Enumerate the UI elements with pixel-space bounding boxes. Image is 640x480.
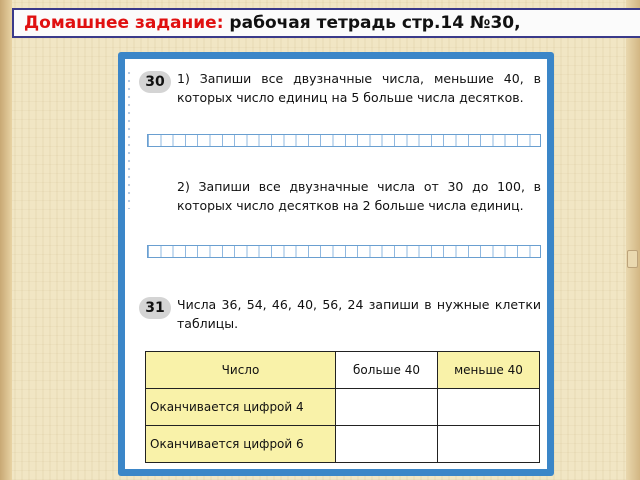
table-header-cell: меньше 40	[438, 352, 540, 389]
answer-grid-row-2[interactable]	[147, 245, 541, 258]
workbook-page-content	[125, 59, 547, 469]
header-text	[24, 13, 521, 33]
homework-header	[12, 8, 640, 38]
row-label: Оканчивается цифрой 4	[146, 389, 336, 426]
task-30-part-1: 1) Запиши все двузначные числа, меньшие 40, в которых число единиц на 5 больше числа десятков.	[177, 71, 541, 105]
homework-assignment: рабочая тетрадь стр.14 №30,	[223, 13, 521, 33]
answer-table	[145, 351, 540, 463]
table-row	[146, 426, 540, 463]
task-31-text: Числа 36, 54, 46, 40, 56, 24 запиши в нужные клетки таблицы.	[177, 297, 541, 331]
page-edge-icon	[627, 250, 638, 268]
answer-cell[interactable]	[438, 426, 540, 463]
workbook-page	[118, 52, 554, 476]
answer-cell[interactable]	[438, 389, 540, 426]
homework-label: Домашнее задание:	[24, 13, 224, 33]
task-30-part-2: 2) Запиши все двузначные числа от 30 до 100, в которых число десятков на 2 больше числа единиц.	[177, 179, 541, 213]
answer-grid-row-1[interactable]	[147, 134, 541, 147]
left-decorative-stripe	[0, 0, 12, 480]
task-30-badge: 30	[139, 71, 171, 93]
answer-cell[interactable]	[336, 389, 438, 426]
margin-dots	[127, 69, 131, 209]
answer-cell[interactable]	[336, 426, 438, 463]
table-row	[146, 389, 540, 426]
task-31-badge: 31	[139, 297, 171, 319]
table-header-cell: больше 40	[336, 352, 438, 389]
table-header-row	[146, 352, 540, 389]
row-label: Оканчивается цифрой 6	[146, 426, 336, 463]
table-header-cell: Число	[146, 352, 336, 389]
right-decorative-stripe	[626, 0, 640, 480]
